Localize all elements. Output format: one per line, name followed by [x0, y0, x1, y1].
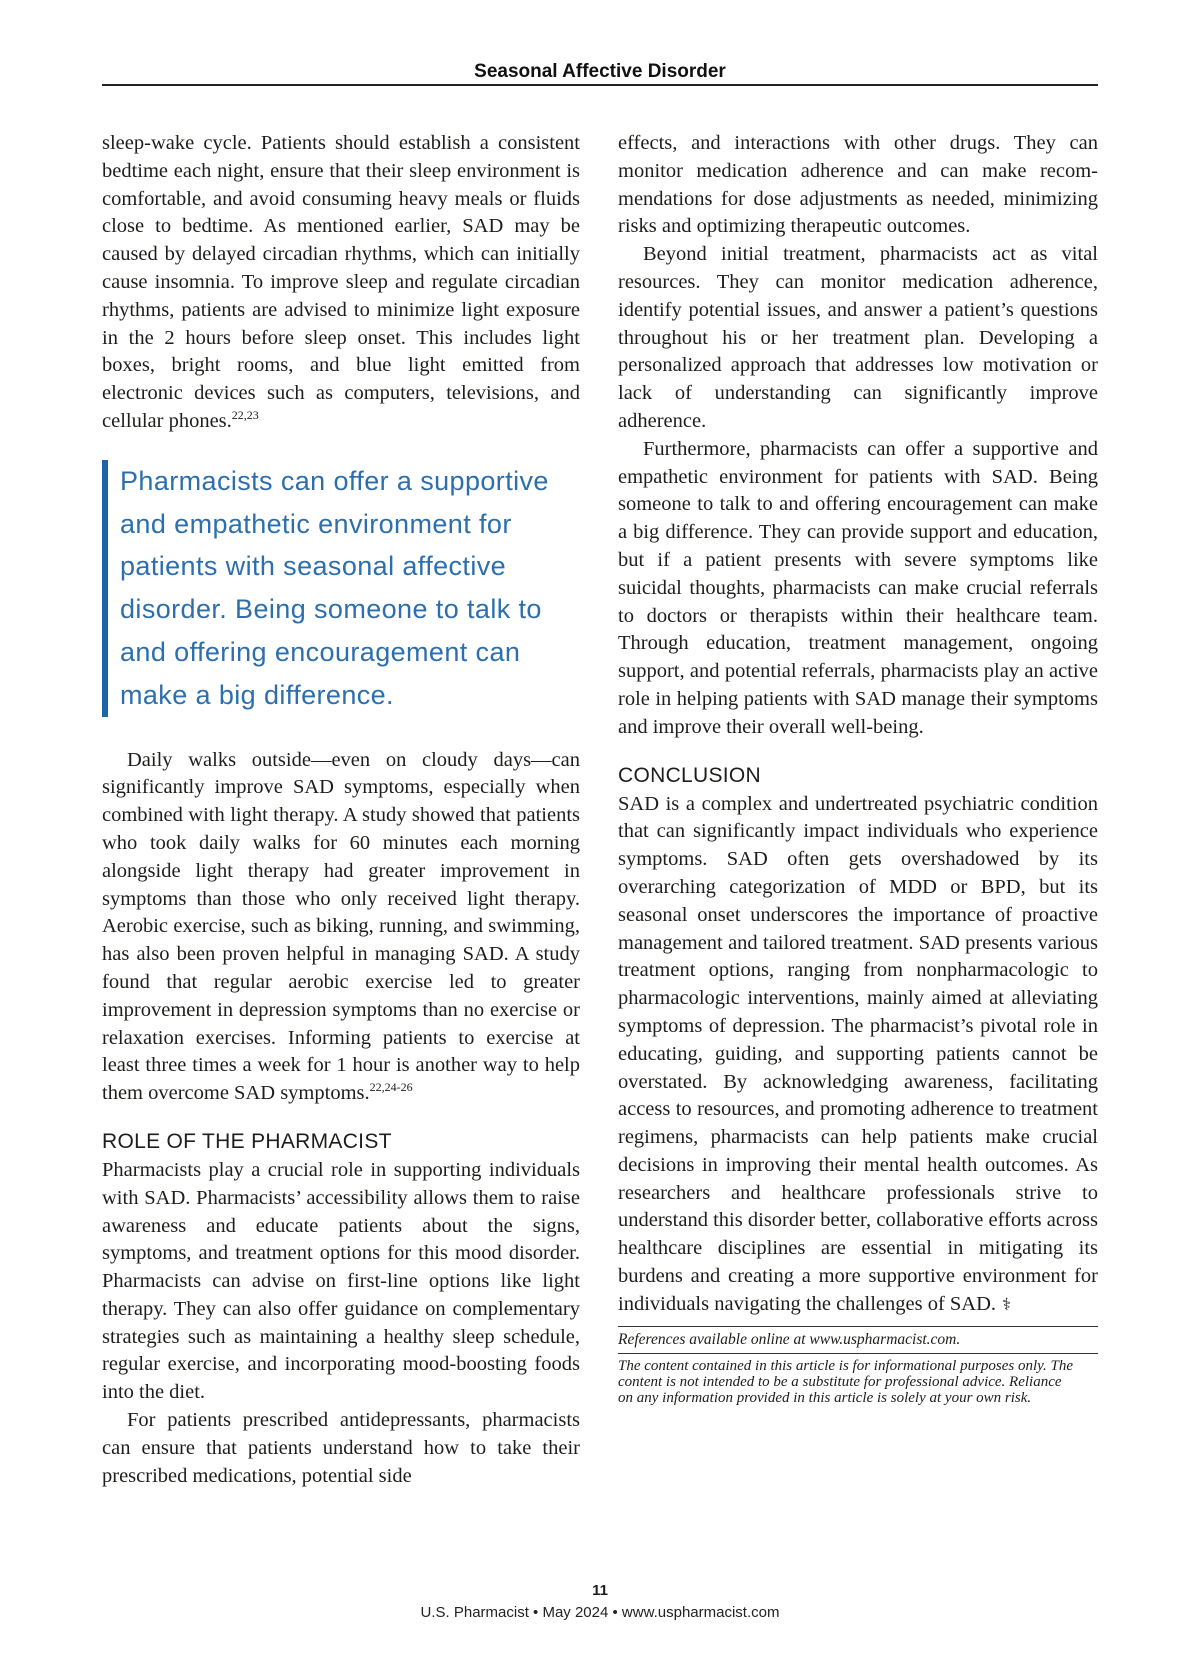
paragraph-text: Daily walks outside—even on cloudy days—can significantly improve SAD symptoms, especially when combined with light therapy. A study showed that patients who took daily walks for 60 minutes each morning alongside light therapy had greater improvement in symptoms than those who only received light therapy. Aerobic exercise, such as biking, running, and swimming, has also been proven helpful in managing SAD. A study found that regular aerobic exercise led to greater improvement in depression symptoms than no exercise or relaxation exercises. Informing patients to exercise at least three times a week for 1 hour is another way to help them overcome SAD symptoms. — [102, 748, 580, 1105]
body-paragraph: Beyond initial treatment, pharmacists act as vital resources. They can monitor medication adherence, identify potential issues, and answer a patient’s questions throughout his or her treatment plan. Developing a personalized approach that addresses low motivation or lack of understanding can significantly improve adherence. — [618, 243, 1098, 432]
disclaimer: The content contained in this article is for informational purposes only. The content is not intended to be a substitute for professional advice. Reliance on any information provided in this article is solely at your own risk. — [618, 1357, 1073, 1406]
body-paragraph — [618, 791, 1098, 1320]
references-note: References available online at www.uspharmacist.com. — [618, 1330, 961, 1348]
caduceus-icon: ⚕ — [1002, 1294, 1012, 1315]
body-paragraph — [102, 747, 580, 1108]
right-column — [618, 130, 1098, 1406]
paragraph-text: sleep-wake cycle. Patients should establish a consistent bedtime each night, ensure that their sleep environment is comfortable, and avoid consuming heavy meals or fluids close to bedtime. As mentioned earlier, SAD may be caused by delayed circadian rhythms, which can initially cause insomnia. To improve sleep and regulate circadian rhythms, patients are advised to minimize light exposure in the 2 hours before sleep onset. This includes light boxes, bright rooms, and blue light emitted from electronic devices such as computers, televisions, and cellular phones. — [102, 132, 580, 432]
references-rule — [618, 1326, 1098, 1327]
paragraph-text: SAD is a complex and undertreated psychiatric condition that can significantly impact individuals who experience symptoms. SAD often gets overshadowed by its overarching categorization of MDD or BPD, but its seasonal onset underscores the importance of proactive management and tailored treatment. SAD presents various treatment options, ranging from nonpharmacologic to pharmacologic interventions, mainly aimed at alleviating symptoms of depression. The pharmacist’s pivotal role in educating, guiding, and supporting patients cannot be overstated. By acknowledging awareness, facilitating access to resources, and promoting adherence to treatment regimens, pharmacists can help patients make crucial decisions in improving their mental health outcomes. As researchers and healthcare professionals strive to understand this disorder better, collaborative efforts across healthcare disciplines are essential in mitigating its burdens and creating a more supportive environment for individuals navigating the challenges of SAD. — [618, 792, 1098, 1315]
publication-footer: U.S. Pharmacist • May 2024 • www.uspharmacist.com — [420, 1604, 780, 1621]
body-paragraph — [102, 130, 580, 436]
body-paragraph: effects, and interactions with other drugs. They can monitor medication adherence and can make recommendations for dose adjustments as needed, minimizing risks and optimizing therapeutic outcomes. — [618, 132, 1098, 238]
section-heading-role-of-pharmacist: ROLE OF THE PHARMACIST — [102, 1129, 392, 1153]
header-rule — [102, 84, 1098, 86]
disclaimer-rule — [618, 1353, 1098, 1354]
running-header-title: Seasonal Affective Disorder — [474, 61, 726, 82]
section-heading-conclusion: CONCLUSION — [618, 763, 762, 787]
page-number: 11 — [592, 1582, 608, 1599]
body-paragraph: Furthermore, pharmacists can offer a supportive and empathetic environment for patients with SAD. Being someone to talk to and offering encouragement can make a big difference. They can provide support and education, but if a patient presents with severe symptoms like suicidal thoughts, pharmacists can make crucial referrals to doctors or therapists within their healthcare team. Through education, treatment management, ongoing support, and potential referrals, pharmacists play an active role in helping patients with SAD manage their symptoms and improve their overall well-being. — [618, 437, 1098, 738]
citation-superscript: 22,23 — [231, 408, 259, 423]
body-paragraph: Pharmacists play a crucial role in supporting individuals with SAD. Pharmacists’ accessibility allows them to raise awareness and educate patients about the signs, symptoms, and treatment options for this mood disorder. Pharmacists can advise on first-line options like light therapy. They can also offer guidance on complementary strategies such as maintaining a healthy sleep schedule, regular exercise, and incorporating mood-boosting foods into the diet. — [102, 1158, 580, 1404]
citation-superscript: 22,24-26 — [369, 1080, 413, 1095]
left-column — [102, 130, 580, 1490]
pull-quote: Pharmacists can offer a supportive and empathetic environment for patients with seasonal affective disorder. Being someone to talk to and offering encouragement can make a big difference. — [102, 460, 580, 717]
body-paragraph: For patients prescribed antidepressants, pharmacists can ensure that patients understand how to take their prescribed medications, potential side — [102, 1409, 580, 1487]
